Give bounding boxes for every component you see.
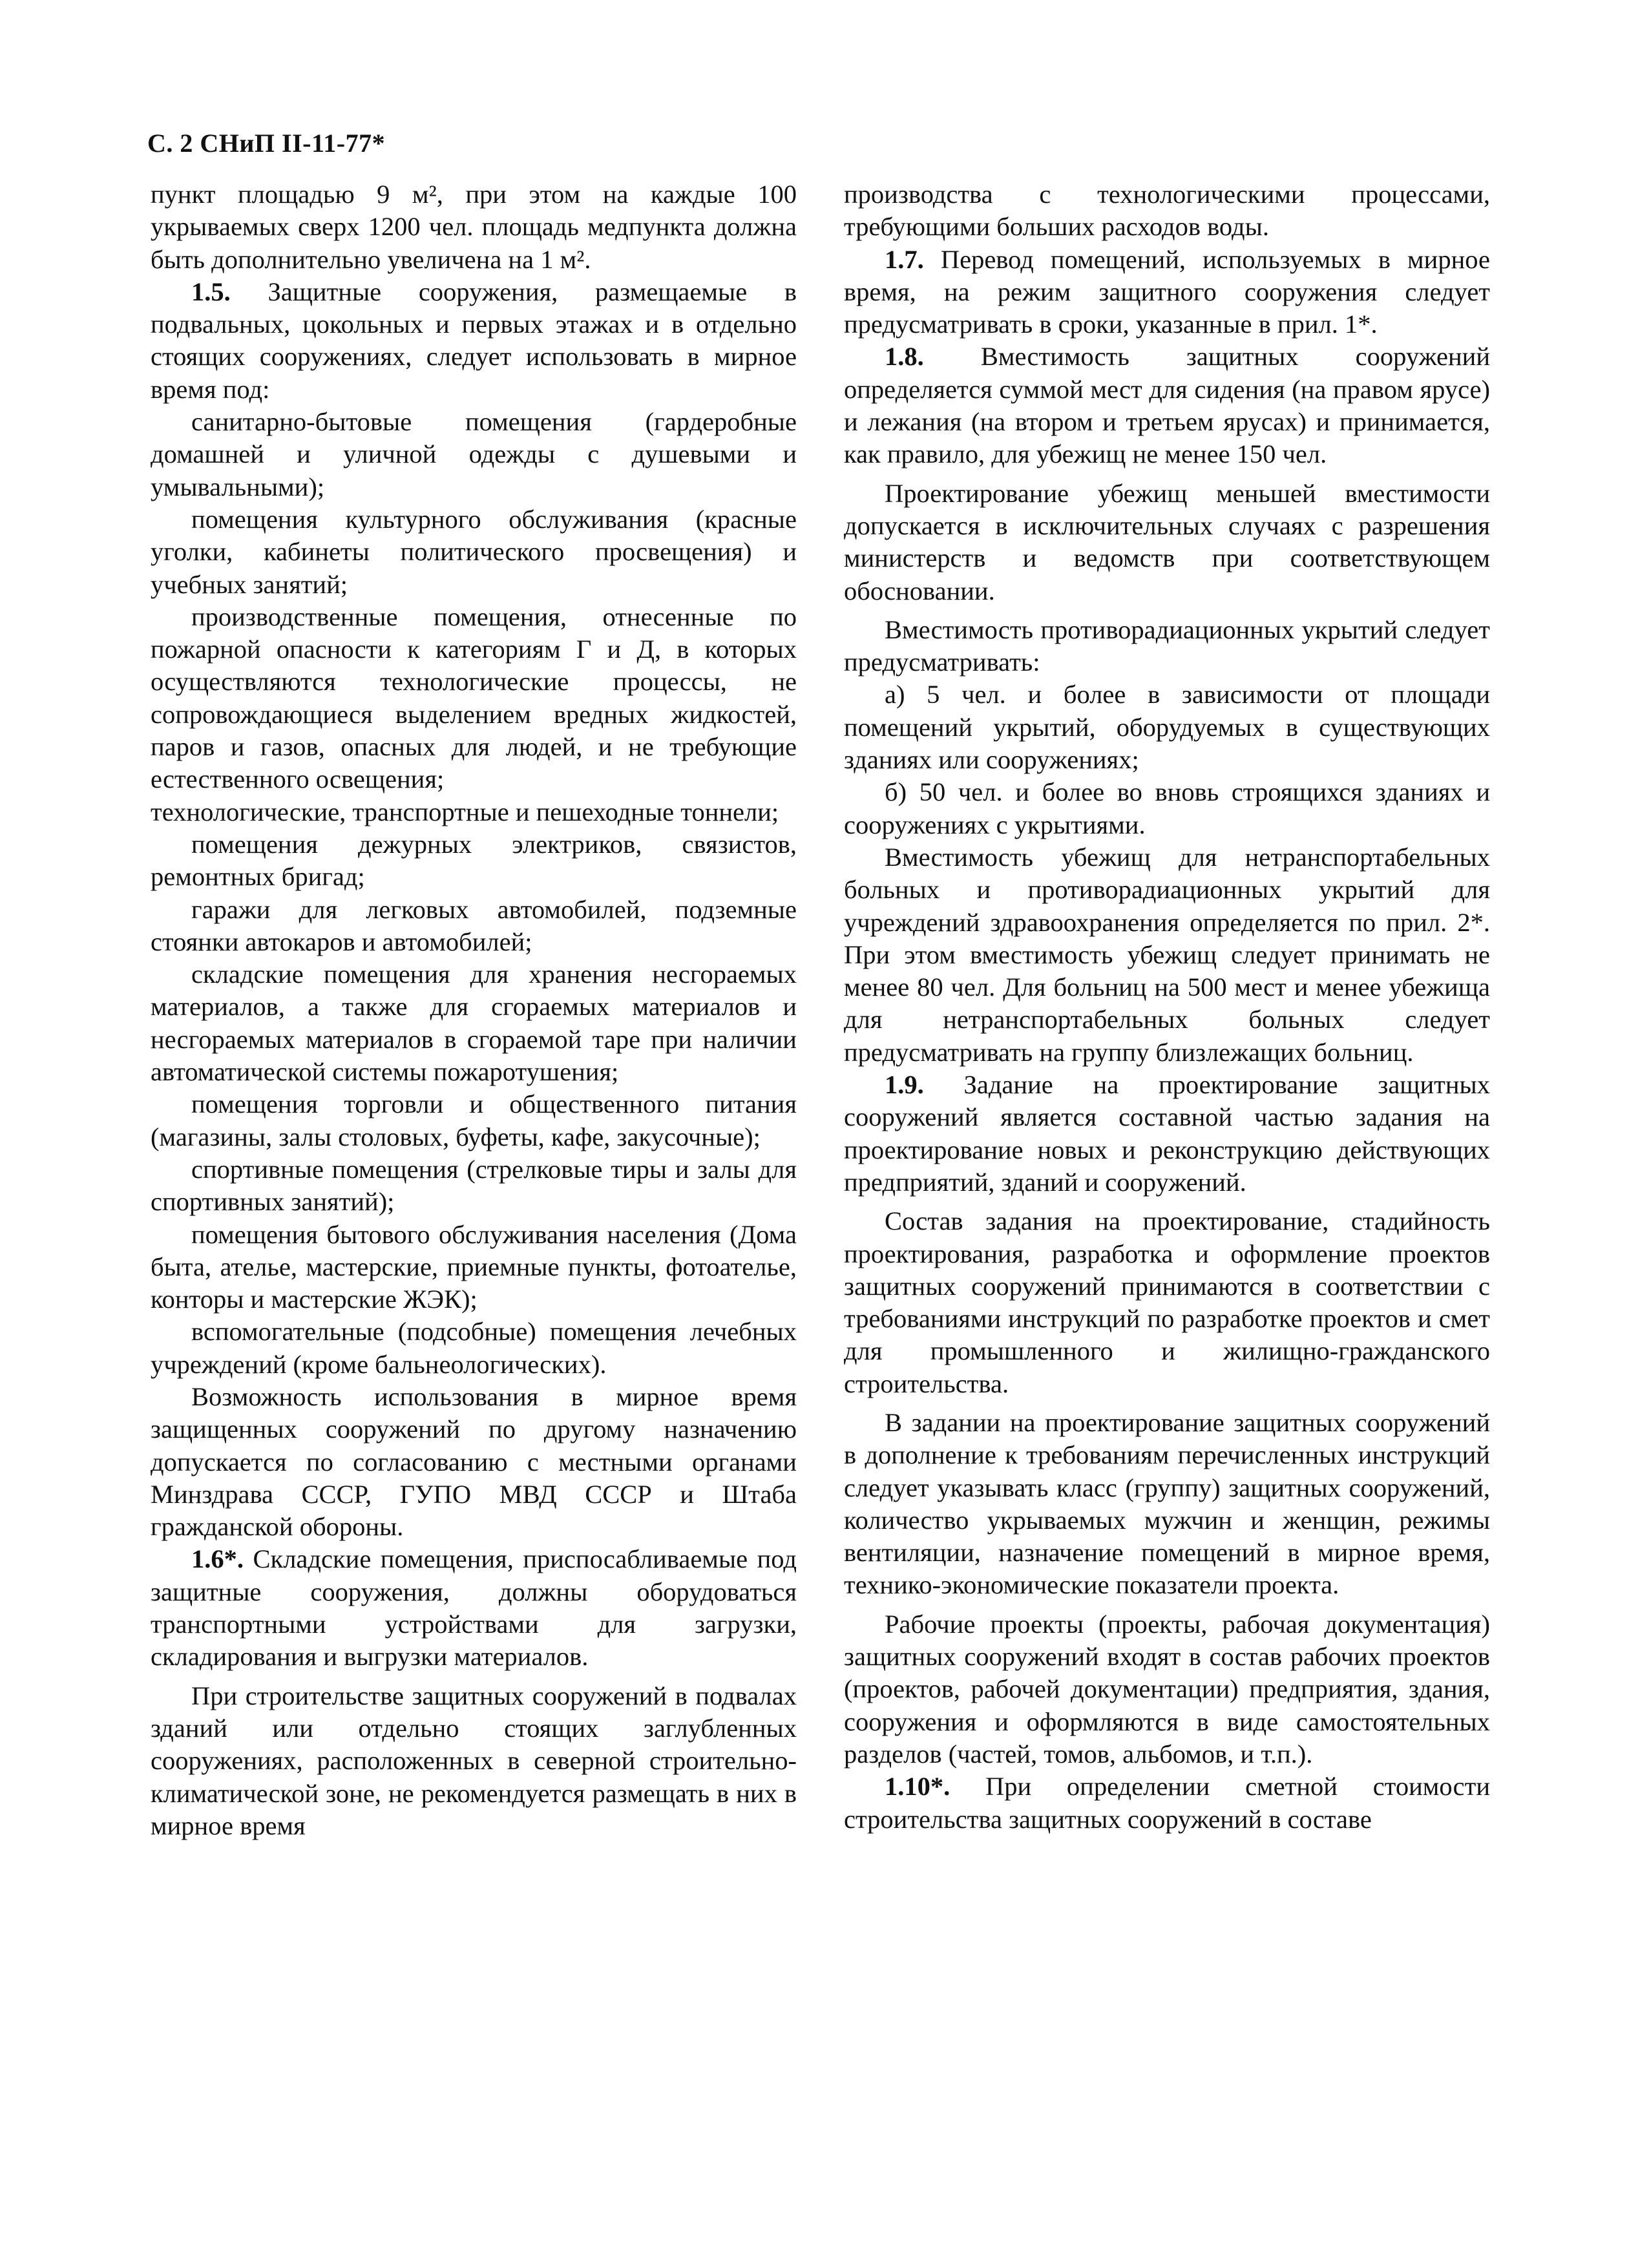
right-column [844,178,1490,1836]
list-item: помещения бытового обслуживания населения (Дома быта, ателье, мастерские, приемные пункты, фотоателье, конторы и мастерские ЖЭК); [151,1219,797,1314]
clause-number: 1.10*. [885,1772,951,1801]
list-item: а) 5 чел. и более в зависимости от площади помещений укрытий, оборудуемых в существующих зданиях или сооружениях; [844,680,1490,775]
paragraph: Проектирование убежищ меньшей вместимости допускается в исключительных случаях с разрешения министерств и ведомств при соответствующем обосновании. [844,478,1490,605]
clause-1-9 [844,1069,1490,1199]
clause-number: 1.9. [885,1070,924,1100]
clause-1-6 [151,1543,797,1673]
clause-1-7 [844,244,1490,341]
list-item: помещения культурного обслуживания (красные уголки, кабинеты политического просвещения) и учебных занятий; [151,504,797,599]
paragraph: Вместимость убежищ для нетранспортабельных больных и противорадиационных укрытий для учреждений здравоохранения определяется по прил. 2*. При этом вместимость убежищ следует принимать не менее 80 чел. Для больниц на 500 мест и менее убежища для нетранспортабельных больных следует предусматривать на группу близлежащих больниц. [844,842,1490,1067]
paragraph: Возможность использования в мирное время защищенных сооружений по другому назначению допускается по согласованию с местными органами Минздрава СССР, ГУПО МВД СССР и Штаба гражданской обороны. [151,1381,797,1542]
clause-number: 1.6*. [191,1544,244,1574]
clause-number: 1.7. [885,244,924,274]
list-item: гаражи для легковых автомобилей, подземные стоянки автокаров и автомобилей; [151,894,797,956]
paragraph: Состав задания на проектирование, стадийность проектирования, разработка и оформление проектов защитных сооружений принимаются в соответствии с требованиями инструкций по разработке проектов и смет для промышленного и жилищно-гражданского строительства. [844,1206,1490,1398]
clause-1-5 [151,276,797,406]
clause-text: Задание на проектирование защитных сооружений является составной частью задания на проектирование новых и реконструкцию действующих предприятий, зданий и сооружений. [844,1070,1490,1197]
list-item: помещения дежурных электриков, связистов, ремонтных бригад; [151,829,797,892]
clause-number: 1.8. [885,342,924,372]
list-item: помещения торговли и общественного питания (магазины, залы столовых, буфеты, кафе, закусочные); [151,1089,797,1151]
paragraph: В задании на проектирование защитных сооружений в дополнение к требованиям перечисленных инструкций следует указывать класс (группу) защитных сооружений, количество укрываемых мужчин и женщин, режимы вентиляции, назначение помещений в мирное время, технико-экономические показатели проекта. [844,1407,1490,1600]
list-item: санитарно-бытовые помещения (гардеробные домашней и уличной одежды с душевыми и умывальными); [151,407,797,501]
paragraph: Рабочие проекты (проекты, рабочая документация) защитных сооружений входят в состав рабочих проектов (проектов, рабочей документации) предприятия, здания, сооружения и оформляются в виде самостоятельных разделов (частей, томов, альбомов, и т.п.). [844,1609,1490,1769]
clause-1-8 [844,341,1490,470]
paragraph: При строительстве защитных сооружений в подвалах зданий или отдельно стоящих заглубленных сооружениях, расположенных в северной строительно-климатической зоне, не рекомендуется размещать в них в мирное время [151,1681,797,1840]
list-item: производственные помещения, отнесенные по пожарной опасности к категориям Г и Д, в которых осуществляются технологические процессы, не сопровождающиеся выделением вредных жидкостей, паров и газов, опасных для людей, и не требующие естественного освещения; [151,602,797,794]
clause-text: Защитные сооружения, размещаемые в подвальных, цокольных и первых этажах и в отдельно стоящих сооружениях, следует использовать в мирное время под: [151,277,797,404]
paragraph: Вместимость противорадиационных укрытий следует предусматривать: [844,614,1490,677]
running-header: С. 2 СНиП II-11-77* [147,129,386,158]
paragraph: производства с технологическими процессами, требующими больших расходов воды. [844,180,1490,242]
clause-1-10 [844,1770,1490,1836]
clause-text: Вместимость защитных сооружений определяется суммой мест для сидения (на правом ярусе) и лежания (на втором и третьем ярусах) и принимается, как правило, для убежищ не менее 150 чел. [844,342,1490,469]
clause-number: 1.5. [191,277,231,306]
list-item: технологические, транспортные и пешеходные тоннели; [151,797,779,826]
list-item: спортивные помещения (стрелковые тиры и залы для спортивных занятий); [151,1154,797,1217]
list-item: б) 50 чел. и более во вновь строящихся зданиях и сооружениях с укрытиями. [844,777,1490,839]
clause-text: Перевод помещений, используемых в мирное время, на режим защитного сооружения следует предусматривать в сроки, указанные в прил. 1*. [844,244,1490,339]
clause-text: При определении сметной стоимости строительства защитных сооружений в составе [844,1772,1490,1834]
left-column [151,178,797,1842]
list-item: складские помещения для хранения несгораемых материалов, а также для сгораемых материалов и несгораемых материалов в сгораемой таре при наличии автоматической системы пожаротушения; [151,960,797,1087]
list-item: вспомогательные (подсобные) помещения лечебных учреждений (кроме бальнеологических). [151,1317,797,1379]
paragraph: пункт площадью 9 м², при этом на каждые 100 укрываемых сверх 1200 чел. площадь медпункта должна быть дополнительно увеличена на 1 м². [151,180,797,274]
clause-text: Складские помещения, приспосабливаемые под защитные сооружения, должны оборудоваться транспортными устройствами для загрузки, складирования и выгрузки материалов. [151,1544,797,1672]
